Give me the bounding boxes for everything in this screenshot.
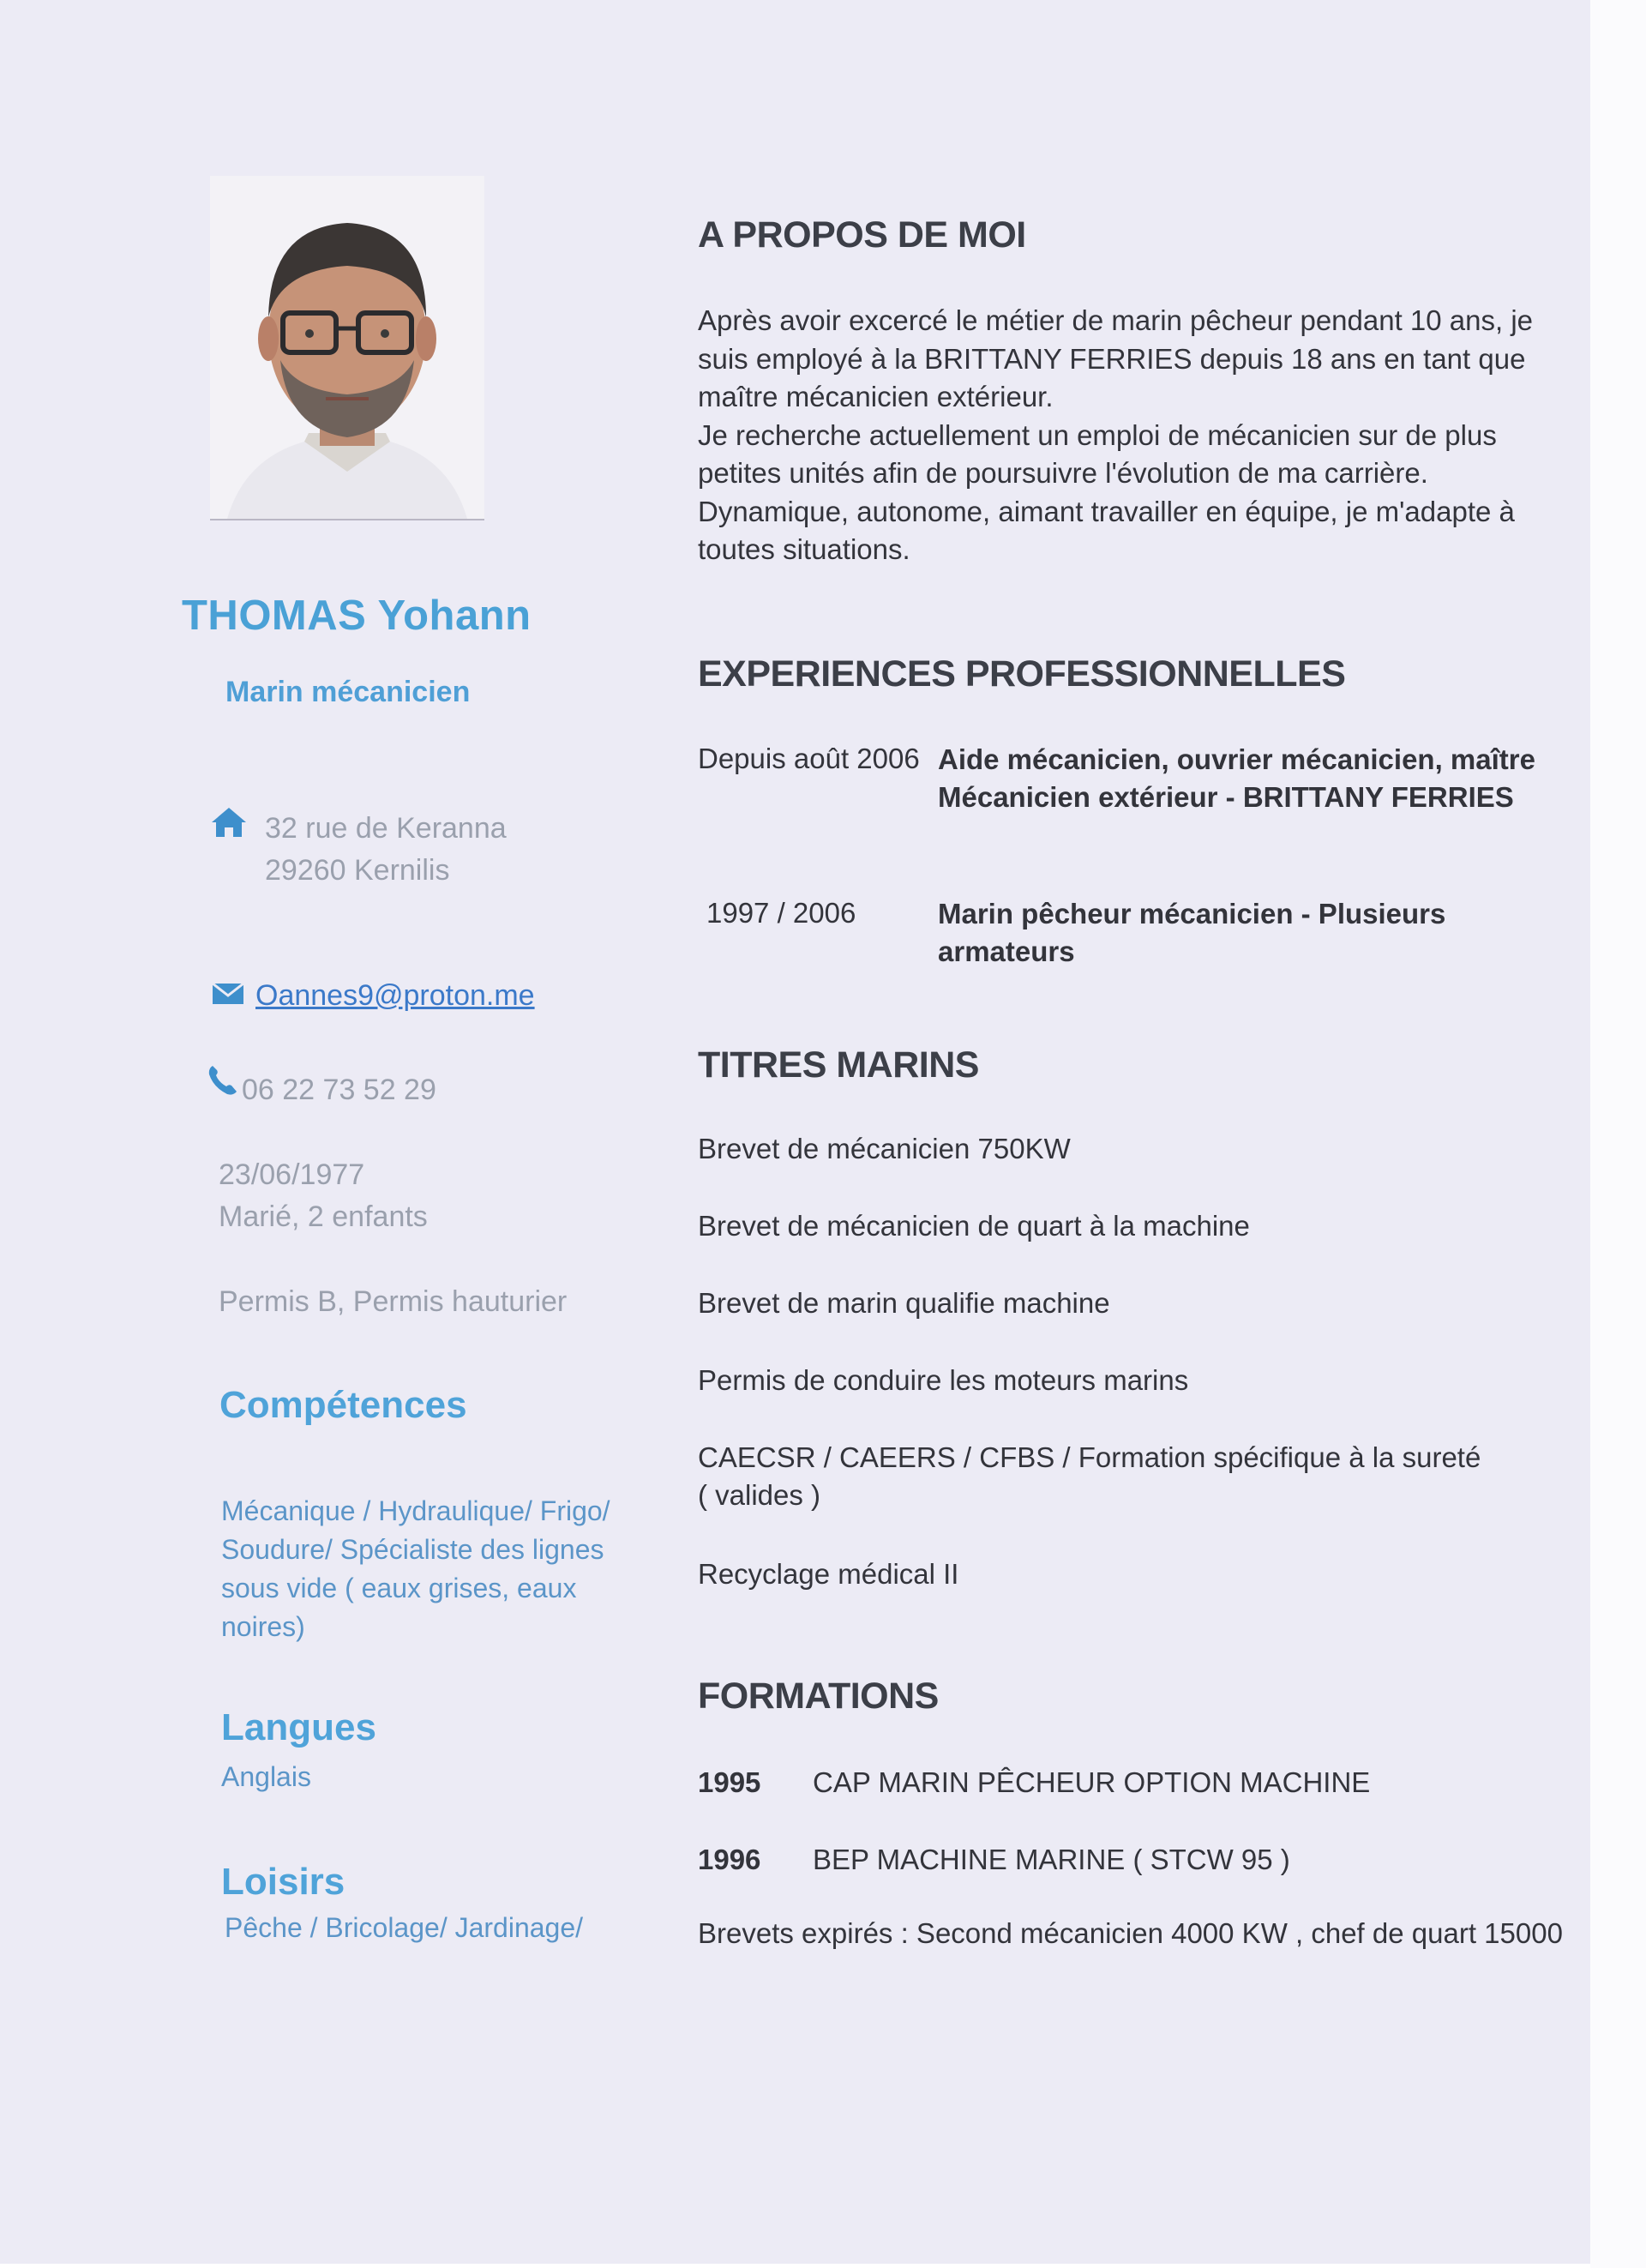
experience-date: 1997 / 2006 (706, 897, 856, 929)
formation-row (698, 1844, 1290, 1876)
about-heading: A PROPOS DE MOI (698, 214, 1026, 256)
portrait-illustration (210, 176, 484, 519)
langues-heading: Langues (221, 1706, 376, 1748)
list-item: Permis de conduire les moteurs marins (698, 1364, 1189, 1396)
scan-margin (1590, 0, 1646, 2268)
person-name: THOMAS Yohann (182, 593, 532, 639)
experiences-heading: EXPERIENCES PROFESSIONNELLES (698, 653, 1346, 695)
licenses: Permis B, Permis hauturier (219, 1285, 568, 1318)
list-item: Brevet de marin qualifie machine (698, 1287, 1110, 1319)
experience-title: Marin pêcheur mécanicien - Plusieurs armateurs (938, 898, 1446, 967)
about-paragraph: Après avoir excercé le métier de marin pêcheur pendant 10 ans, je suis employé à la BRITTANY FERRIES depuis 18 ans en tant que maître mécanicien extérieur. (698, 304, 1534, 412)
home-icon (210, 806, 248, 839)
experience-date: Depuis août 2006 (698, 743, 920, 774)
birth-date: 23/06/1977 (219, 1158, 365, 1191)
competences-heading: Compétences (219, 1384, 467, 1426)
email-link[interactable]: Oannes9@proton.me (255, 979, 535, 1012)
loisirs-text: Pêche / Bricolage/ Jardinage/ (225, 1912, 584, 1943)
phone-number: 06 22 73 52 29 (242, 1074, 436, 1106)
about-paragraph: Dynamique, autonome, aimant travailler en équipe, je m'adapte à toutes situations. (698, 495, 1515, 565)
formations-heading: FORMATIONS (698, 1675, 939, 1717)
job-title: Marin mécanicien (225, 676, 471, 708)
profile-photo (210, 176, 484, 520)
list-item: Recyclage médical II (698, 1558, 959, 1590)
langues-text: Anglais (221, 1761, 311, 1792)
titres-heading: TITRES MARINS (698, 1044, 979, 1086)
address-line2: 29260 Kernilis (265, 854, 450, 887)
list-item: Brevet de mécanicien de quart à la machine (698, 1210, 1250, 1242)
list-item: CAECSR / CAEERS / CFBS / Formation spécifique à la sureté ( valides ) (698, 1441, 1481, 1511)
personal-info (219, 1154, 428, 1238)
mail-icon (212, 983, 244, 1005)
family-status: Marié, 2 enfants (219, 1200, 428, 1233)
list-item: Brevet de mécanicien 750KW (698, 1133, 1071, 1164)
formation-year: 1996 (698, 1844, 761, 1875)
about-paragraph: Je recherche actuellement un emploi de mécanicien sur de plus petites unités afin de poursuivre l'évolution de ma carrière. (698, 418, 1497, 489)
address (265, 808, 507, 892)
phone-icon (206, 1063, 240, 1098)
formation-year: 1995 (698, 1766, 761, 1798)
formation-label: BEP MACHINE MARINE ( STCW 95 ) (813, 1844, 1290, 1875)
formation-row (698, 1766, 1370, 1799)
formation-label: CAP MARIN PÊCHEUR OPTION MACHINE (813, 1766, 1371, 1798)
competences-text: Mécanique / Hydraulique/ Frigo/ Soudure/ Spécialiste des lignes sous vide ( eaux grises, eaux noires) (221, 1495, 610, 1642)
address-line1: 32 rue de Keranna (265, 812, 507, 845)
about-text (698, 302, 1564, 569)
experience-title: Aide mécanicien, ouvrier mécanicien, maître Mécanicien extérieur - BRITTANY FERRIES (938, 743, 1535, 813)
loisirs-heading: Loisirs (221, 1861, 345, 1903)
expired-licenses: Brevets expirés : Second mécanicien 4000 KW , chef de quart 15000 (698, 1917, 1563, 1949)
